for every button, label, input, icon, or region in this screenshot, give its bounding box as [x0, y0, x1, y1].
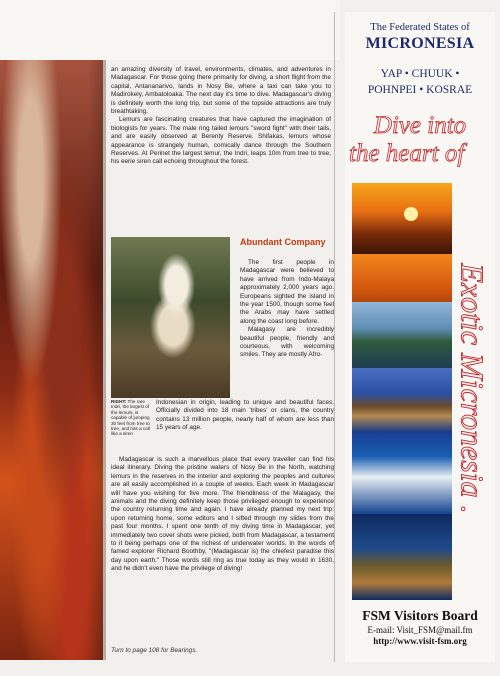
- ad-email: E-mail: Visit_FSM@mail.fm: [367, 625, 473, 635]
- article-paragraph-4: Malagasy are incredibly beautiful people, friendly and courteous, with welcoming smiles. They are mostly Afro-: [240, 326, 334, 359]
- ad-country-name: MICRONESIA: [365, 35, 475, 52]
- ad-visitors-board: FSM Visitors Board: [362, 608, 478, 623]
- article-side-column: [240, 259, 334, 360]
- ad-title-line: The Federated States of: [370, 22, 470, 33]
- shipwreck-photo: [352, 368, 452, 432]
- article-paragraph-5: Madagascar is such a marvellous place that every traveller can find his ideal itinerary. Diving the pristine waters of Nosy Be in the North, watching lemurs in the reserves in the interior and exploring the peoples and cultures are all easily accomplished in a couple of weeks. Each week in Madagascar will have you wishing for five more. The friendliness of the Malagasy, the animals and the diving definitely keep those privileged enough to experience the country returning time and again. I have already planned my next trip: upon returning home, some editors and I sifted through my slides from the past four months. I spent one tenth of my diving time in Madagascar, yet immediately two cover shots were picked, both from Madagascar, a testament to it being perhaps one of the richest of underwater worlds. In the words of famed explorer Richard Boothby, "(Madagascar is) the chiefest paradise this day upon earth." Those words still ring as true today as they would in 1630, and he didn't even have the privilege of diving!: [111, 456, 334, 573]
- lemur-photo: [111, 237, 230, 398]
- sun-shape: [404, 207, 418, 221]
- ad-vertical-text: Exotic Micronesia .: [454, 263, 491, 514]
- ad-website: http://www.visit-fsm.org: [373, 636, 467, 646]
- column-divider: [334, 12, 335, 662]
- coral-reef-photo: [352, 514, 452, 600]
- ad-slogan-line-2: the heart of: [349, 140, 465, 167]
- article-paragraph-1: an amazing diversity of travel, environments, climates, and adventures in Madagascar. For those going there primarily for diving, a short flight from the capital, Antananarivo, lands in Nosy Be, where a taxi can take you to Madirokely, Ambatoloaka. The next day it's time to dive. Madagascar's diving is definitely worth the long trip, but some of the topside attractions are truly breathtaking.: [111, 66, 331, 116]
- sunset-photo: [352, 183, 452, 254]
- photo-caption: [111, 399, 151, 437]
- mangrove-island-photo: [352, 302, 452, 368]
- caption-lead: RIGHT:: [111, 399, 127, 404]
- article-closing: [111, 456, 334, 574]
- article-paragraph-4-continued: Indonesian in origin, leading to unique and beautiful faces. Officially divided into 18 main 'tribes' or clans, the country contains 13 million people, nearly half of whom are less than 15 years of age.: [156, 399, 334, 432]
- manta-ray-photo: [352, 432, 452, 514]
- ad-states-line-2: POHNPEI • KOSRAE: [367, 84, 473, 96]
- caption-text: The rare Indri, the largest of the lemurs, is capable of jumping 30 feet from tree to tree, and has a call like a siren: [111, 399, 150, 437]
- ad-slogan-line-1: Dive into: [373, 112, 467, 139]
- article-intro: [111, 66, 331, 167]
- ad-vertical-slogan: [452, 190, 492, 590]
- article-paragraph-3: The first people in Madagascar were believed to have arrived from Indo-Malaya approximately 2,000 years ago. Europeans sighted the island in the year 1500, though some feel the Arabs may have settled along the coast long before.: [240, 259, 334, 325]
- article-paragraph-2: Lemurs are fascinating creatures that have captured the imagination of biologists for years. The male ring tailed lemurs "sword fight" with their tails, and are easily observed at Berenty Reserve. Shifakas, lemurs whose appearance is strangely human, comically dance through the Southern Reserves. At Perinet the largest lemur, the Indri, leaps 10m from tree to tree, his eerie siren call echoing throughout the forest.: [111, 116, 331, 166]
- page-gutter-shadow: [88, 60, 106, 660]
- turn-page-note: Turn to page 108 for Bearings.: [111, 647, 198, 654]
- ad-states-line-1: YAP • CHUUK •: [380, 68, 460, 80]
- page-top-margin: [0, 0, 340, 60]
- section-subhead: Abundant Company: [240, 237, 326, 247]
